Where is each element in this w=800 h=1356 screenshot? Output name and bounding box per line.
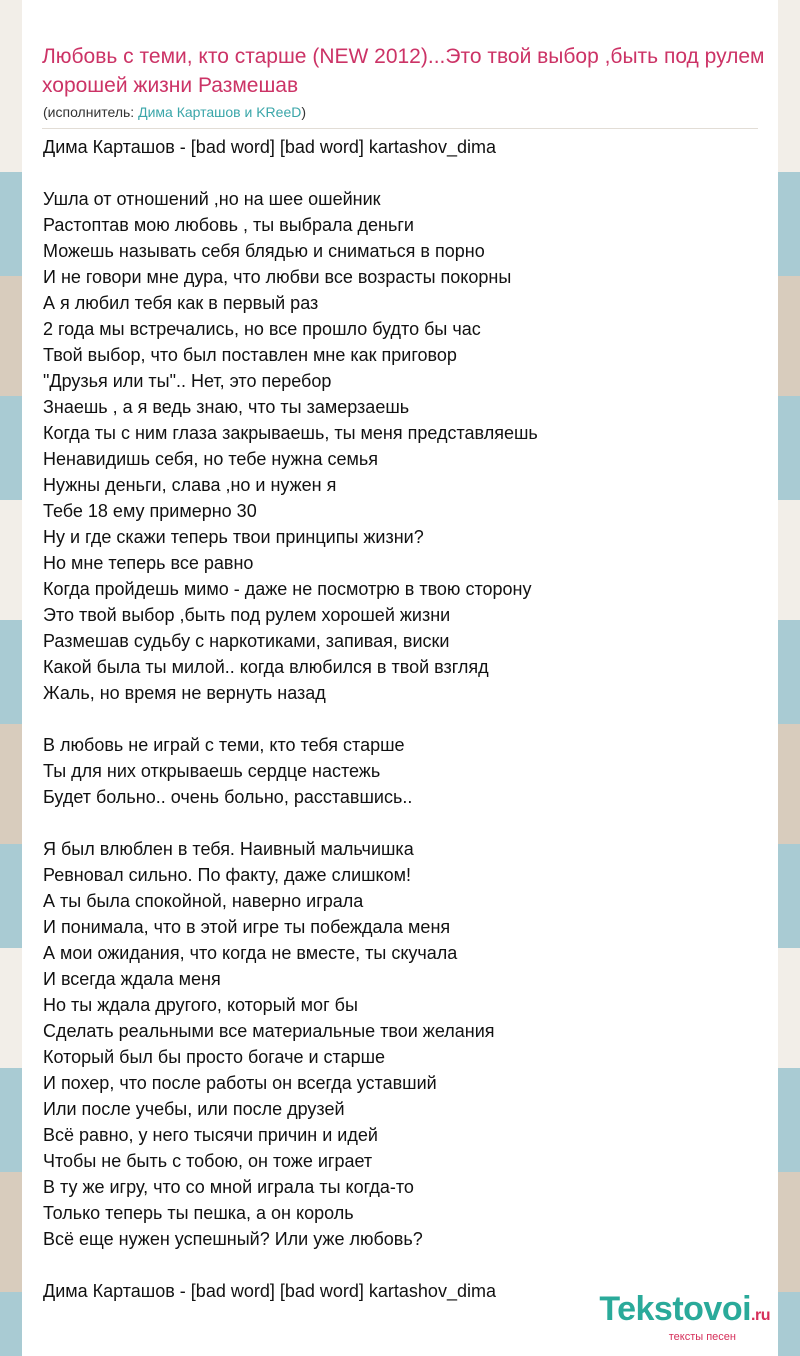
lyrics-text (43, 134, 538, 1304)
lyric-line: 2 года мы встречались, но все прошло будто бы час (43, 319, 481, 339)
lyric-line: Сделать реальными все материальные твои желания (43, 1021, 495, 1041)
lyric-line (43, 706, 538, 732)
lyric-line: Жаль, но время не вернуть назад (43, 683, 326, 703)
lyric-line: Или после учебы, или после друзей (43, 1099, 345, 1119)
lyric-line: Будет больно.. очень больно, расставшись.. (43, 787, 413, 807)
lyric-line: А я любил тебя как в первый раз (43, 293, 319, 313)
lyric-line: И не говори мне дура, что любви все возрасты покорны (43, 267, 512, 287)
lyric-line: Дима Карташов - [bad word] [bad word] kartashov_dima (43, 1281, 496, 1301)
lyric-line: В ту же игру, что со мной играла ты когда-то (43, 1177, 414, 1197)
lyric-line: Я был влюблен в тебя. Наивный мальчишка (43, 839, 414, 859)
artist-byline (43, 103, 306, 121)
lyric-line: И похер, что после работы он всегда уставший (43, 1073, 437, 1093)
logo-wordmark: Tekstovoi (599, 1290, 752, 1328)
lyric-line: Какой была ты милой.. когда влюбился в твой взгляд (43, 657, 489, 677)
lyric-line: Ушла от отношений ,но на шее ошейник (43, 189, 381, 209)
logo-tagline: тексты песен (668, 1331, 736, 1343)
byline-suffix: ) (301, 104, 307, 120)
lyric-line (43, 160, 538, 186)
lyric-line: Растоптав мою любовь , ты выбрала деньги (43, 215, 414, 235)
lyric-line: Который был бы просто богаче и старше (43, 1047, 386, 1067)
lyric-line: Нужны деньги, слава ,но и нужен я (43, 475, 337, 495)
lyric-line: Но мне теперь все равно (43, 553, 254, 573)
lyric-line: И всегда ждала меня (43, 969, 221, 989)
lyric-line: Всё еще нужен успешный? Или уже любовь? (43, 1229, 423, 1249)
lyric-line: Знаешь , а я ведь знаю, что ты замерзаешь (43, 397, 410, 417)
lyric-line: "Друзья или ты".. Нет, это перебор (43, 371, 332, 391)
byline-prefix: (исполнитель: (43, 104, 139, 120)
divider (42, 128, 758, 129)
lyric-line: Чтобы не быть с тобою, он тоже играет (43, 1151, 373, 1171)
lyric-line (43, 1252, 538, 1278)
lyric-line: И понимала, что в этой игре ты побеждала меня (43, 917, 451, 937)
lyric-line: Ты для них открываешь сердце настежь (43, 761, 381, 781)
lyric-line: Когда пройдешь мимо - даже не посмотрю в твою сторону (43, 579, 532, 599)
lyric-line: Можешь называть себя блядью и сниматься в порно (43, 241, 485, 261)
lyric-line: Но ты ждала другого, который мог бы (43, 995, 358, 1015)
lyric-line: А мои ожидания, что когда не вместе, ты скучала (43, 943, 458, 963)
lyric-line: Когда ты с ним глаза закрываешь, ты меня представляешь (43, 423, 538, 443)
song-title: Любовь с теми, кто старше (NEW 2012)...Это твой выбор ,быть под рулем хорошей жизни Размешав (42, 45, 765, 97)
lyric-line: Дима Карташов - [bad word] [bad word] kartashov_dima (43, 137, 496, 157)
lyric-line: Ревновал сильно. По факту, даже слишком! (43, 865, 412, 885)
lyric-line: Размешав судьбу с наркотиками, запивая, виски (43, 631, 450, 651)
lyric-line: Ну и где скажи теперь твои принципы жизни? (43, 527, 424, 547)
logo-tld: .ru (751, 1307, 770, 1324)
artist-link[interactable]: Дима Карташов и KReeD (138, 104, 302, 120)
site-logo[interactable] (599, 1290, 770, 1343)
lyric-line: Только теперь ты пешка, а он король (43, 1203, 354, 1223)
lyric-line: Ненавидишь себя, но тебе нужна семья (43, 449, 378, 469)
lyric-line: Это твой выбор ,быть под рулем хорошей жизни (43, 605, 451, 625)
lyric-line (43, 810, 538, 836)
lyric-line: Твой выбор, что был поставлен мне как приговор (43, 345, 457, 365)
lyric-line: А ты была спокойной, наверно играла (43, 891, 364, 911)
lyric-line: В любовь не играй с теми, кто тебя старше (43, 735, 405, 755)
lyric-line: Всё равно, у него тысячи причин и идей (43, 1125, 378, 1145)
lyric-line: Тебе 18 ему примерно 30 (43, 501, 257, 521)
